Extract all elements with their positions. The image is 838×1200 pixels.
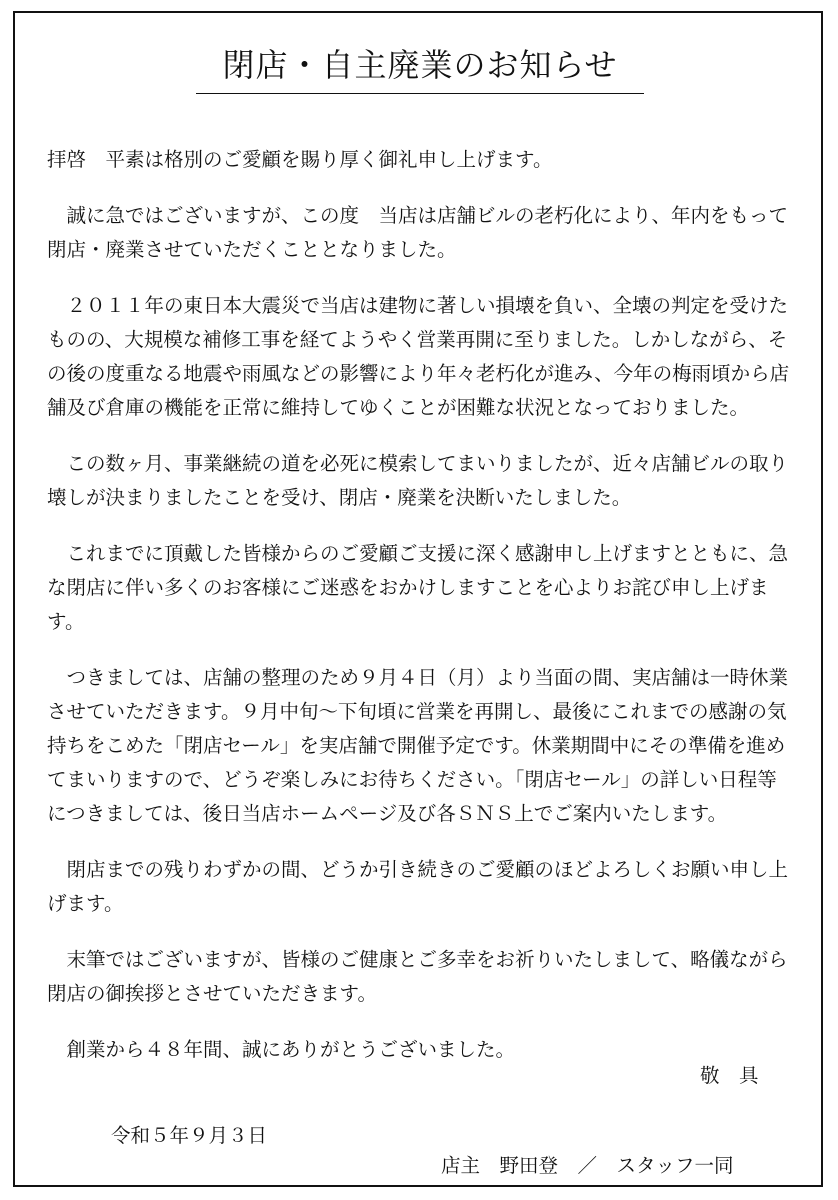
paragraph-announcement: 誠に急ではございますが、この度 当店は店舗ビルの老朽化により、年内をもって閉店・廃業させていただくこととなりました。 xyxy=(47,204,789,261)
notice-title: 閉店・自主廃業のお知らせ xyxy=(222,46,618,84)
paragraph-thanks: これまでに頂戴した皆様からのご愛顧ご支援に深く感謝申し上げますとともに、急な閉店に伴い多くのお客様にご迷惑をおかけしますことを心よりお詫び申し上げます。 xyxy=(47,542,789,633)
notice-date: 令和５年９月３日 xyxy=(111,1124,268,1147)
paragraph-wishes: 末筆ではございますが、皆様のご健康とご多幸をお祈りいたしまして、略儀ながら閉店の御挨拶とさせていただきます。 xyxy=(47,948,788,1005)
title-underline xyxy=(196,93,644,94)
notice-signature: 店主 野田登 ／ スタッフ一同 xyxy=(441,1154,734,1177)
paragraph-request: 閉店までの残りわずかの間、どうか引き続きのご愛顧のほどよろしくお願い申し上げます。 xyxy=(47,858,789,915)
paragraph-history: ２０１１年の東日本大震災で当店は建物に著しい損壊を負い、全壊の判定を受けたものの、大規模な補修工事を経てようやく営業再開に至りました。しかしながら、その後の度重なる地震や雨風などの影響により年々老朽化が進み、今年の梅雨頃から店舗及び倉庫の機能を正常に維持してゆくことが困難な状況となっておりました。 xyxy=(47,294,790,419)
paragraph-gratitude: 創業から４８年間、誠にありがとうございました。 xyxy=(47,1038,516,1061)
paragraph-closing-sale: つきましては、店舗の整理のため９月４日（月）より当面の間、実店舗は一時休業させていただきます。９月中旬～下旬頃に営業を再開し、最後にこれまでの感謝の気持ちをこめた「閉店セール」を実店舗で開催予定です。休業期間中にその準備を進めてまいりますので、どうぞ楽しみにお待ちください。「閉店セール」の詳しい日程等につきましては、後日当店ホームページ及び各ＳＮＳ上でご案内いたします。 xyxy=(47,666,789,825)
paragraph-greeting: 拝啓 平素は格別のご愛顧を賜り厚く御礼申し上げます。 xyxy=(47,148,553,171)
notice-body xyxy=(47,143,791,1089)
paragraph-decision: この数ヶ月、事業継続の道を必死に模索してまいりましたが、近々店舗ビルの取り壊しが決まりましたことを受け、閉店・廃業を決断いたしました。 xyxy=(47,452,789,509)
closing-salutation: 敬 具 xyxy=(700,1064,759,1087)
